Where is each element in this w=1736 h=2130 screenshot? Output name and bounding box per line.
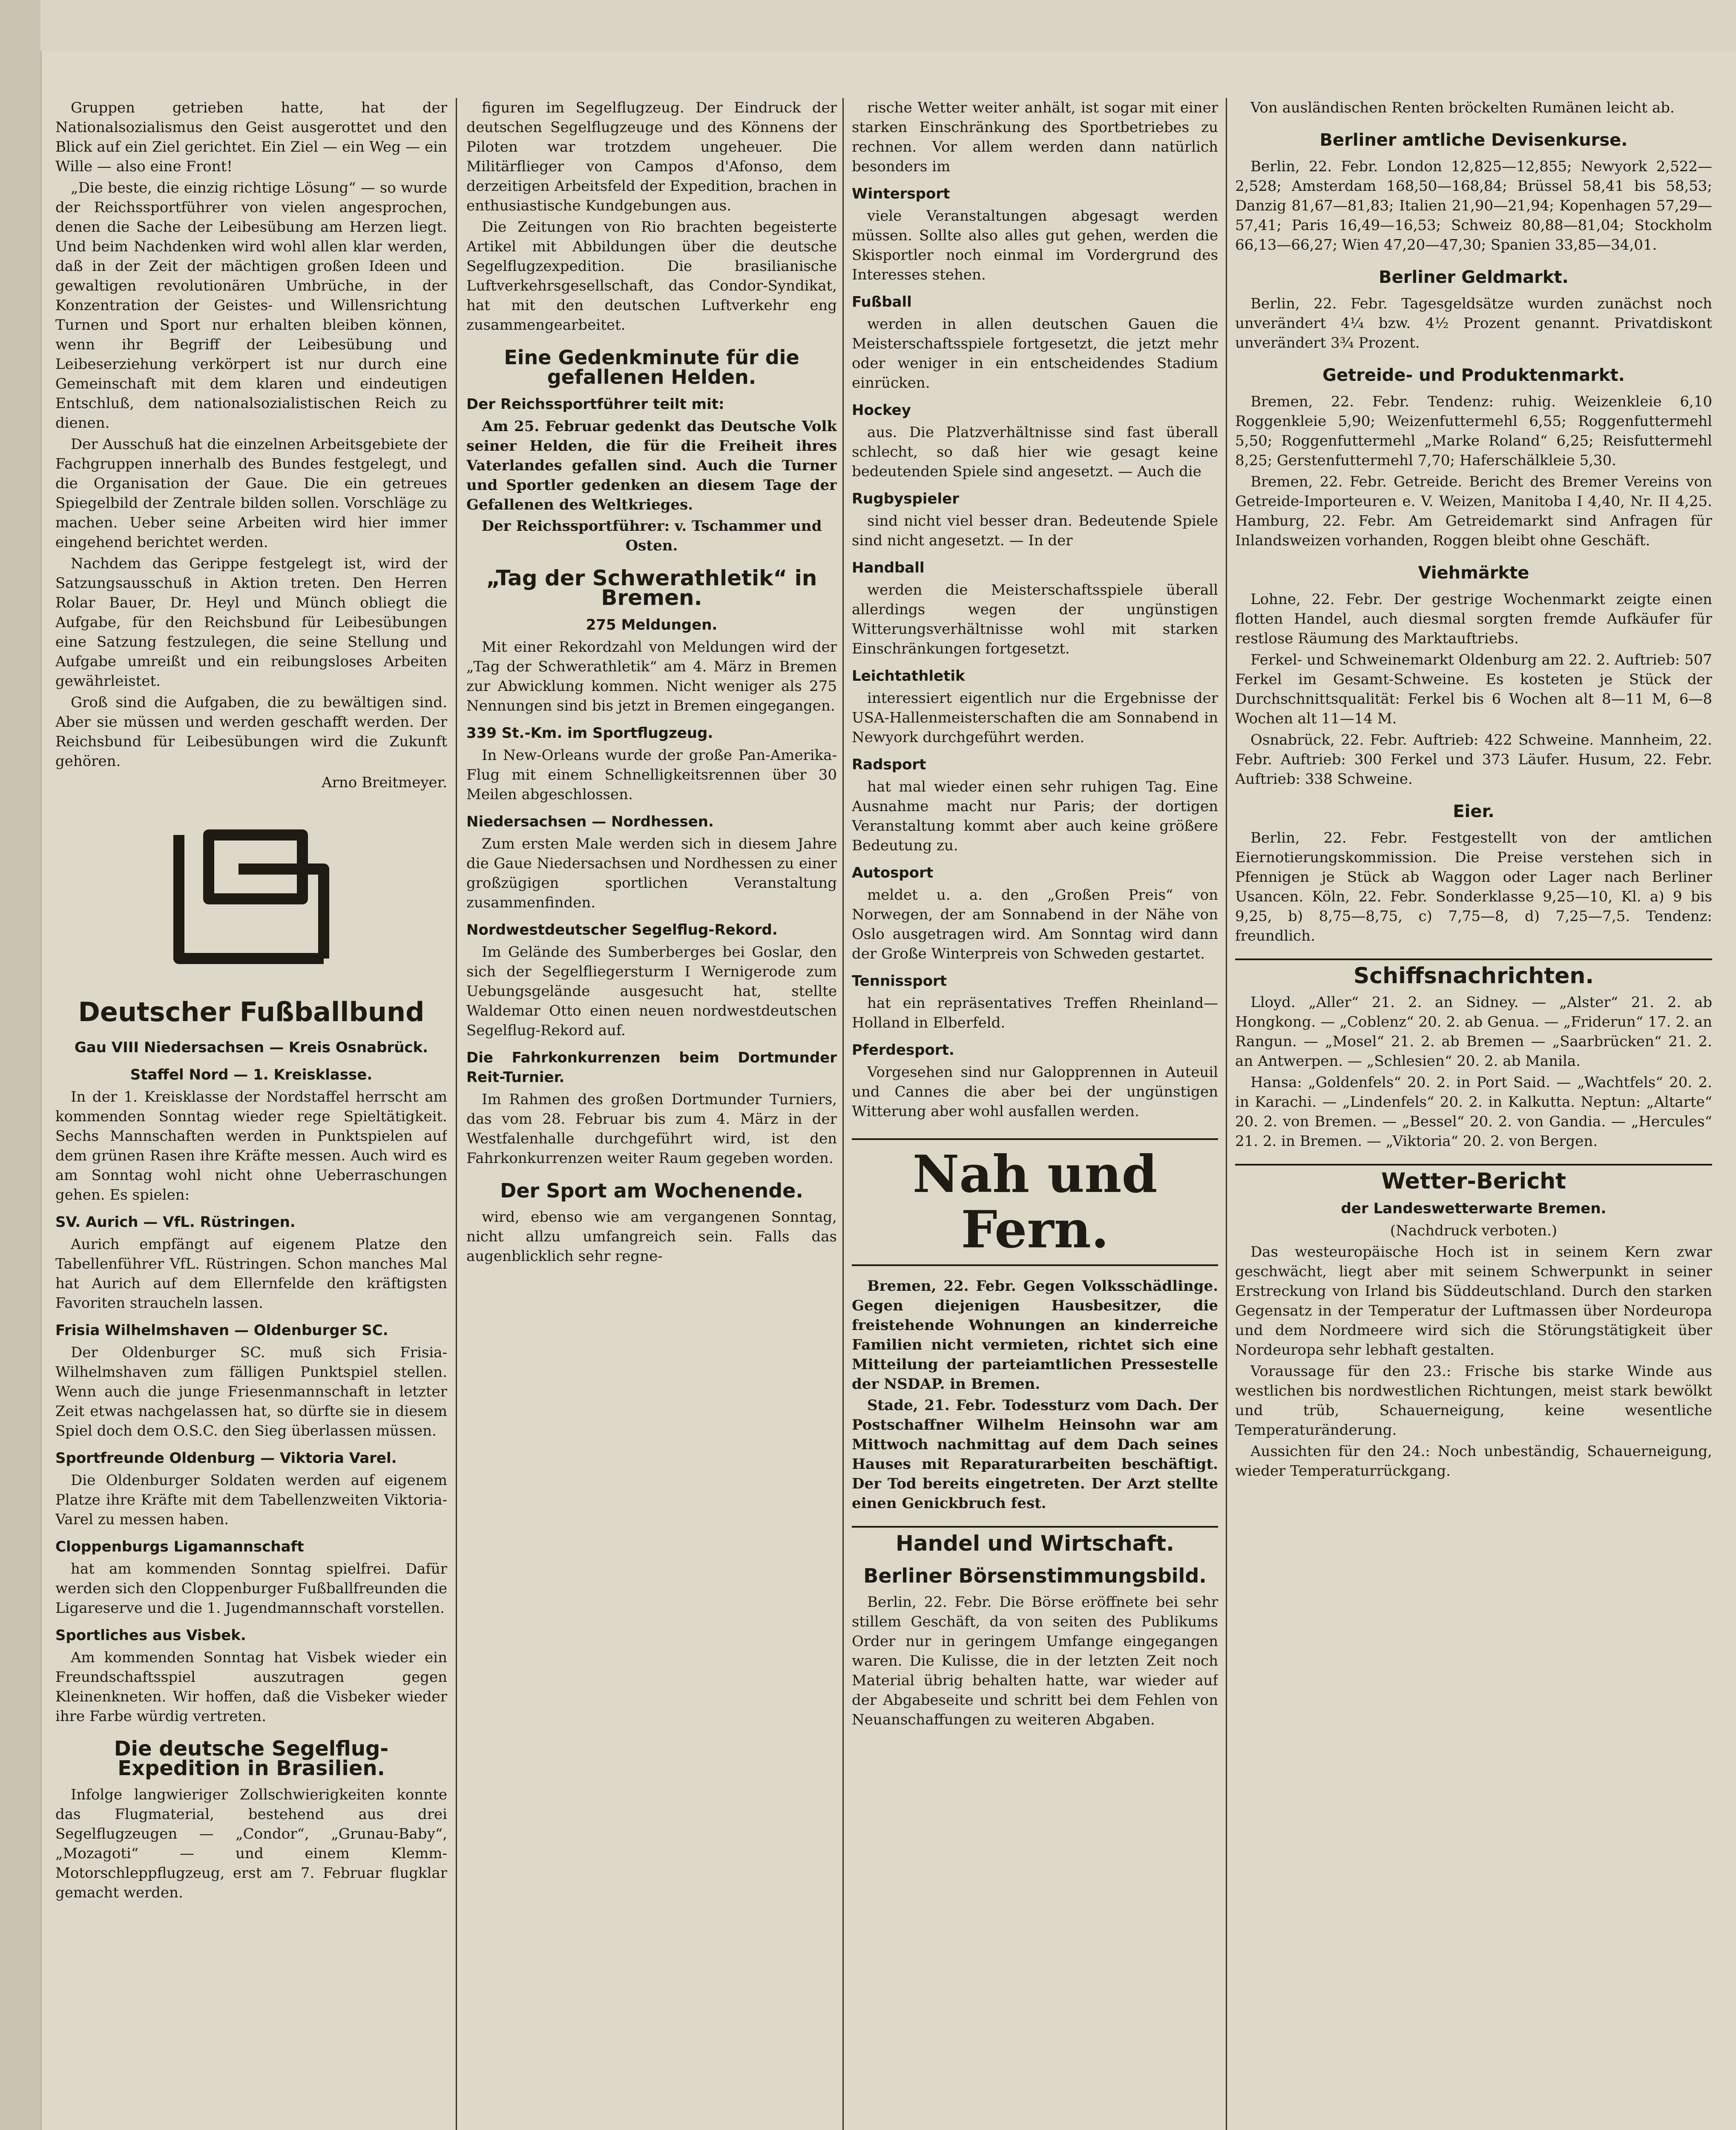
article-text: Berlin, 22. Febr. Die Börse eröffnete bei sehr stillem Geschäft, da von seiten des Publikums Order nur in geringem Umfange eingegangen waren. Die Kulisse, die in der letzten Zeit noch Material übrig behalten hatte, war wieder auf der Abgabeseite und schritt bei dem Fehlen von Neuanschaffungen zu weiteren Abgaben.: [852, 1594, 1218, 1728]
article-text: rische Wetter weiter anhält, ist sogar mit einer starken Einschränkung des Sportbetriebes zu rechnen. Vor allem werden dann natürlich besonders im: [852, 99, 1218, 175]
article-text: werden die Meisterschaftsspiele überall allerdings wegen der ungünstigen Witterungsverhältnisse wohl mit starken Einschränkungen fortgesetzt.: [852, 581, 1218, 657]
page-gutter: [0, 0, 40, 2130]
article-text: hat ein repräsentatives Treffen Rheinland—Holland in Elberfeld.: [852, 995, 1218, 1031]
article-text: hat am kommenden Sonntag spielfrei. Dafür werden sich den Cloppenburger Fußballfreunden die Ligareserve und die 1. Jugendmannschaft vorstellen.: [55, 1560, 447, 1617]
article-text: Vorgesehen sind nur Galopprennen in Auteuil und Cannes die aber bei der ungünstigen Witterung aber wohl ausfallen werden.: [852, 1064, 1218, 1120]
headline: Handel und Wirtschaft.: [852, 1526, 1218, 1553]
column-3: [852, 98, 1218, 2130]
article-text: sind nicht viel besser dran. Bedeutende Spiele sind nicht angesetzt. — In der: [852, 512, 1218, 549]
article-text: viele Veranstaltungen abgesagt werden müssen. Sollte also alles gut gehen, werden die Skisportler noch einmal im Vordergrund des Interesses stehen.: [852, 207, 1218, 283]
article-text: Berlin, 22. Febr. London 12,825—12,855; Newyork 2,522—2,528; Amsterdam 168,50—168,84; Brüssel 58,41 bis 58,53; Danzig 81,67—81,83; Italien 21,90—21,94; Kopenhagen 57,29—57,41; Paris 16,49—16,53; Schweiz 80,88—81,04; Stockholm 66,13—66,27; Wien 47,20—47,30; Spanien 33,85—34,01.: [1235, 158, 1712, 253]
headline: Berliner amtliche Devisenkurse.: [1319, 130, 1628, 150]
article-text: Ferkel- und Schweinemarkt Oldenburg am 22. 2. Auftrieb: 507 Ferkel im Gesamt-Schweine. Es kosteten je Stück der Durchschnittsqualität: Ferkel bis 6 Wochen alt 8—11 M, 6—8 Wochen alt 11—14 M.: [1235, 651, 1712, 727]
headline: Der Sport am Wochenende.: [500, 1179, 803, 1202]
article-text: Am 25. Februar gedenkt das Deutsche Volk seiner Helden, die für die Freiheit ihres Vaterlandes gefallen sind. Auch die Turner und Sportler gedenken an diesem Tage der Gefallenen des Weltkrieges.: [466, 418, 837, 513]
dfb-logo-icon: [162, 818, 341, 980]
article-text: Lloyd. „Aller“ 21. 2. an Sidney. — „Alster“ 21. 2. ab Hongkong. — „Coblenz“ 20. 2. ab Genua. — „Friderun“ 17. 2. an Rangun. — „Mosel“ 21. 2. ab Bremen — „Saarbrücken“ 21. 2. an Antwerpen. — „Schlesien“ 20. 2. ab Manila.: [1235, 994, 1712, 1070]
section-heading: Frisia Wilhelmshaven — Oldenburger SC.: [55, 1322, 388, 1339]
section-heading: Hockey: [852, 402, 911, 419]
article-text: Berlin, 22. Febr. Festgestellt von der amtlichen Eiernotierungskommission. Die Preise verstehen sich in Pfennigen je Stück ab Waggon oder Lager nach Berliner Usancen. Köln, 22. Febr. Sonderklasse 9,25—10, Kl. a) 9 bis 9,25, b) 8,75—8,75, c) 7,75—8, d) 7,25—7,5. Tendenz: freundlich.: [1235, 829, 1712, 944]
section-heading: 275 Meldungen.: [586, 616, 718, 633]
section-heading: Tennissport: [852, 973, 947, 990]
article-text: Im Rahmen des großen Dortmunder Turniers, das vom 28. Februar bis zum 4. März in der Westfalenhalle durchgeführt wird, ist den Fahrkonkurrenzen weiter Raum gegeben worden.: [466, 1091, 837, 1167]
column-1: [55, 98, 447, 2130]
signature: Arno Breitmeyer.: [322, 774, 447, 791]
section-heading: Pferdesport.: [852, 1042, 954, 1059]
headline: „Tag der Schwerathletik“ in Bremen.: [486, 566, 817, 610]
section-heading: SV. Aurich — VfL. Rüstringen.: [55, 1214, 296, 1231]
headline: Eine Gedenkminute für die gefallenen Helden.: [504, 346, 799, 389]
article-text: Bremen, 22. Febr. Gegen Volksschädlinge. Gegen diejenigen Hausbesitzer, die freistehende Wohnungen an kinderreiche Familien nicht vermieten, richtet sich eine Mitteilung der parteiamtlichen Pressestelle der NSDAP. in Bremen.: [852, 1278, 1218, 1393]
headline: Eier.: [1453, 802, 1495, 821]
article-text: Infolge langwieriger Zollschwierigkeiten konnte das Flugmaterial, bestehend aus drei Segelflugzeugen — „Condor“, „Grunau-Baby“, „Mozagoti“ — und einem Klemm-Motorschleppflugzeug, erst am 7. Februar flugklar gemacht werden.: [55, 1786, 447, 1901]
dfb-title: Deutscher Fußballbund: [78, 996, 425, 1028]
section-heading: Radsport: [852, 756, 926, 773]
article-text: Der Ausschuß hat die einzelnen Arbeitsgebiete der Fachgruppen innerhalb des Bundes festgelegt, und die Organisation der Gaue. Die ein getreues Spiegelbild der Zentrale bilden sollen. Vorschläge zu machen. Ueber seine Arbeiten wird hier immer eingehend berichtet werden.: [55, 436, 447, 551]
headline: Getreide- und Produktenmarkt.: [1322, 366, 1625, 385]
article-text: Berlin, 22. Febr. Tagesgeldsätze wurden zunächst noch unverändert 4¼ bzw. 4½ Prozent genannt. Privatdiskont unverändert 3¾ Prozent.: [1235, 295, 1712, 351]
article-text: In New-Orleans wurde der große Pan-Amerika-Flug mit einem Schnelligkeitsrennen über 30 Meilen abgeschlossen.: [466, 747, 837, 803]
article-text: Aurich empfängt auf eigenem Platze den Tabellenführer VfL. Rüstringen. Schon manches Mal hat Aurich auf dem Ellernfelde den kräftigsten Favoriten straucheln lassen.: [55, 1236, 447, 1312]
article-text: Bremen, 22. Febr. Getreide. Bericht des Bremer Vereins von Getreide-Importeuren e. V. Weizen, Manitoba I 4,40, Nr. II 4,25. Hamburg, 22. Febr. Am Getreidemarkt sind Anfragen für Inlandsweizen vorhanden, Roggen bleibt ohne Geschäft.: [1235, 473, 1712, 549]
section-heading: Sportfreunde Oldenburg — Viktoria Varel.: [55, 1450, 397, 1467]
article-text: interessiert eigentlich nur die Ergebnisse der USA-Hallenmeisterschaften die am Sonnabend in Newyork durchgeführt werden.: [852, 690, 1218, 746]
article-text: Von ausländischen Renten bröckelten Rumänen leicht ab.: [1250, 99, 1675, 116]
article-text: Gruppen getrieben hatte, hat der Nationalsozialismus den Geist ausgerottet und den Blick auf ein Ziel gerichtet. Ein Ziel — ein Weg — ein Wille — also eine Front!: [55, 99, 447, 175]
dfb-subtitle: Gau VIII Niedersachsen — Kreis Osnabrück.: [74, 1039, 428, 1056]
article-text: Am kommenden Sonntag hat Visbek wieder ein Freundschaftsspiel auszutragen gegen Kleinenkneten. Wir hoffen, daß die Visbeker wieder ihre Farbe würdig vertreten.: [55, 1649, 447, 1725]
article-text: Das westeuropäische Hoch ist in seinem Kern zwar geschwächt, liegt aber mit seinem Schwerpunkt in seiner Erstreckung von Irland bis Süddeutschland. Durch den starken Gegensatz in der Temperatur der Luftmassen über Nordeuropa und dem Nordmeere wird sich die Störungstätigkeit über Nordeuropa sehr lebhaft gestalten.: [1235, 1243, 1712, 1359]
article-text: Im Gelände des Sumberberges bei Goslar, den sich der Segelfliegersturm I Wernigerode zum Uebungsgelände ausgesucht hat, stellte Waldemar Otto einen neuen nordwestdeutschen Segelflug-Rekord auf.: [466, 944, 837, 1039]
article-text: werden in allen deutschen Gauen die Meisterschaftsspiele fortgesetzt, die jetzt mehr oder weniger in ein entscheidendes Stadium einrücken.: [852, 316, 1218, 391]
section-heading: Sportliches aus Visbek.: [55, 1627, 246, 1644]
column-rule: [1226, 98, 1227, 2130]
article-text: Stade, 21. Febr. Todessturz vom Dach. Der Postschaffner Wilhelm Heinsohn war am Mittwoch nachmittag auf dem Dach seines Hauses mit Reparaturarbeiten beschäftigt. Der Tod bereits eingetreten. Der Arzt stellte einen Genickbruch fest.: [852, 1397, 1218, 1512]
section-heading: Nordwestdeutscher Segelflug-Rekord.: [466, 921, 778, 938]
article-text: Mit einer Rekordzahl von Meldungen wird der „Tag der Schwerathletik“ am 4. März in Bremen zur Abwicklung kommen. Nicht weniger als 275 Nennungen sind bis jetzt in Bremen eingegangen.: [466, 639, 837, 714]
headline: Wetter-Bericht: [1235, 1164, 1712, 1191]
article-text: aus. Die Platzverhältnisse sind fast überall schlecht, so daß hier wie gesagt keine bedeutenden Spiele sind angesetzt. — Auch die: [852, 424, 1218, 480]
column-4: [1235, 98, 1712, 2130]
article-text: figuren im Segelflugzeug. Der Eindruck der deutschen Segelflugzeuge und des Könnens der Piloten war trotzdem ungeheuer. Die Militärflieger von Campos d'Afonso, dem derzeitigen Arbeitsfeld der Expedition, brachen in enthusiastische Kundgebungen aus.: [466, 99, 837, 214]
column-rule: [842, 98, 844, 2130]
article-text: Nachdem das Gerippe festgelegt ist, wird der Satzungsausschuß in Aktion treten. Den Herren Rolar Bauer, Dr. Heyl und Münch obliegt die Aufgabe, für den Reichsbund für Leibesübungen eine Satzung festzulegen, die seine Stellung und Aufgabe umreißt und ein reibungsloses Arbeiten gewährleistet.: [55, 555, 447, 690]
section-heading: Niedersachsen — Nordhessen.: [466, 813, 714, 830]
note: (Nachdruck verboten.): [1390, 1222, 1558, 1239]
article-text: Die Zeitungen von Rio brachten begeisterte Artikel mit Abbildungen über die deutsche Segelflugzexpedition. Die brasilianische Luftverkehrsgesellschaft, das Condor-Syndikat, hat mit den deutschen Luftverkehr eng zusammengearbeitet.: [466, 219, 837, 334]
article-text: hat mal wieder einen sehr ruhigen Tag. Eine Ausnahme macht nur Paris; der dortigen Veranstaltung kommt aber auch keine größere Bedeutung zu.: [852, 778, 1218, 854]
column-2: [466, 98, 837, 2130]
section-heading: Cloppenburgs Ligamannschaft: [55, 1538, 304, 1555]
column-rule: [456, 98, 457, 2130]
section-heading: Staffel Nord — 1. Kreisklasse.: [130, 1066, 373, 1083]
headline-nah-und-fern: Nah und Fern.: [852, 1138, 1218, 1266]
signature: Der Reichssportführer: v. Tschammer und Osten.: [481, 518, 822, 554]
section-heading: Der Reichssportführer teilt mit:: [466, 396, 724, 413]
article-text: wird, ebenso wie am vergangenen Sonntag, nicht allzu umfangreich sein. Falls das augenblicklich sehr regne-: [466, 1209, 837, 1265]
article-text: Aussichten für den 24.: Noch unbeständig, Schauerneigung, wieder Temperaturrückgang.: [1235, 1443, 1712, 1479]
article-text: Der Oldenburger SC. muß sich Frisia-Wilhelmshaven zum fälligen Punktspiel stellen. Wenn auch die junge Friesenmannschaft in letzter Zeit etwas nachgelassen hat, so dürfte sie in diesem Spiel doch dem O.S.C. den Sieg überlassen müssen.: [55, 1344, 447, 1439]
headline: Die deutsche Segelflug-Expedition in Brasilien.: [114, 1737, 389, 1780]
article-text: Voraussage für den 23.: Frische bis starke Winde aus westlichen bis nordwestlichen Richtungen, meist stark bewölkt und trüb, Schauerneigung, keine wesentliche Temperaturänderung.: [1235, 1363, 1712, 1439]
article-text: Die Oldenburger Soldaten werden auf eigenem Platze ihre Kräfte mit dem Tabellenzweiten Viktoria-Varel zu messen haben.: [55, 1472, 447, 1528]
section-heading: Handball: [852, 559, 925, 576]
article-text: „Die beste, die einzig richtige Lösung“ — so wurde der Reichssportführer von vielen angesprochen, denen die Sache der Leibesübung am Herzen liegt. Und beim Nachdenken wird wohl allen klar werden, daß in der Zeit der mächtigen großen Ideen und gewaltigen revolutionären Umbrüche, in der Konzentration der Geistes- und Willensrichtung Turnen und Sport nur erhalten bleiben können, wenn ihr Begriff der Leibesübung und Leibeserziehung verkörpert ist nur durch eine Gemeinschaft mit dem klaren und eindeutigen Entschluß, dem nationalsozialistischen Reich zu dienen.: [55, 179, 447, 432]
section-heading: Rugbyspieler: [852, 490, 959, 507]
headline: Schiffsnachrichten.: [1235, 958, 1712, 986]
article-text: meldet u. a. den „Großen Preis“ von Norwegen, der am Sonnabend in der Nähe von Oslo ausgetragen wird. Am Sonntag wird dann der Große Winterpreis von Schweden gestartet.: [852, 887, 1218, 962]
article-text: Groß sind die Aufgaben, die zu bewältigen sind. Aber sie müssen und werden geschafft werden. Der Reichsbund für Leibesübungen wird die Zukunft gehören.: [55, 694, 447, 770]
headline: Berliner Geldmarkt.: [1379, 268, 1569, 287]
article-text: Lohne, 22. Febr. Der gestrige Wochenmarkt zeigte einen flotten Handel, auch diesmal sorgten fremde Aufkäufer für restlose Räumung des Marktauftriebs.: [1235, 591, 1712, 647]
section-heading: der Landeswetterwarte Bremen.: [1341, 1200, 1607, 1217]
headline: Viehmärkte: [1418, 563, 1529, 583]
section-heading: Autosport: [852, 864, 934, 881]
article-text: Bremen, 22. Febr. Tendenz: ruhig. Weizenkleie 6,10 Roggenkleie 5,90; Weizenfuttermehl 6,55; Roggenfuttermehl 5,50; Roggenfuttermehl „Marke Roland“ 6,25; Reisfuttermehl 8,25; Gerstenfuttermehl 7,70; Haferschälkleie 5,30.: [1235, 393, 1712, 469]
section-heading: Die Fahrkonkurrenzen beim Dortmunder Reit-Turnier.: [466, 1049, 837, 1086]
article-text: Osnabrück, 22. Febr. Auftrieb: 422 Schweine. Mannheim, 22. Febr. Auftrieb: 300 Ferkel und 373 Läufer. Husum, 22. Febr. Auftrieb: 338 Schweine.: [1235, 731, 1712, 788]
article-text: Zum ersten Male werden sich in diesem Jahre die Gaue Niedersachsen und Nordhessen zu einer großzügigen sportlichen Veranstaltung zusammenfinden.: [466, 835, 837, 911]
article-text: Hansa: „Goldenfels“ 20. 2. in Port Said. — „Wachtfels“ 20. 2. in Karachi. — „Lindenfels“ 20. 2. in Kalkutta. Neptun: „Altarte“ 20. 2. von Bremen. — „Bessel“ 20. 2. von Gandia. — „Hercules“ 21. 2. in Bremen. — „Viktoria“ 20. 2. von Bergen.: [1235, 1074, 1712, 1150]
headline: Berliner Börsenstimmungsbild.: [863, 1564, 1207, 1587]
section-heading: Fußball: [852, 294, 912, 311]
section-heading: Wintersport: [852, 185, 950, 202]
section-heading: 339 St.-Km. im Sportflugzeug.: [466, 725, 713, 742]
article-text: In der 1. Kreisklasse der Nordstaffel herrscht am kommenden Sonntag wieder rege Spieltätigkeit. Sechs Mannschaften werden in Punktspielen auf dem grünen Rasen ihre Kräfte messen. Auch wird es am Sonntag wohl nicht ohne Ueberraschungen gehen. Es spielen:: [55, 1088, 447, 1203]
section-heading: Leichtathletik: [852, 668, 965, 685]
